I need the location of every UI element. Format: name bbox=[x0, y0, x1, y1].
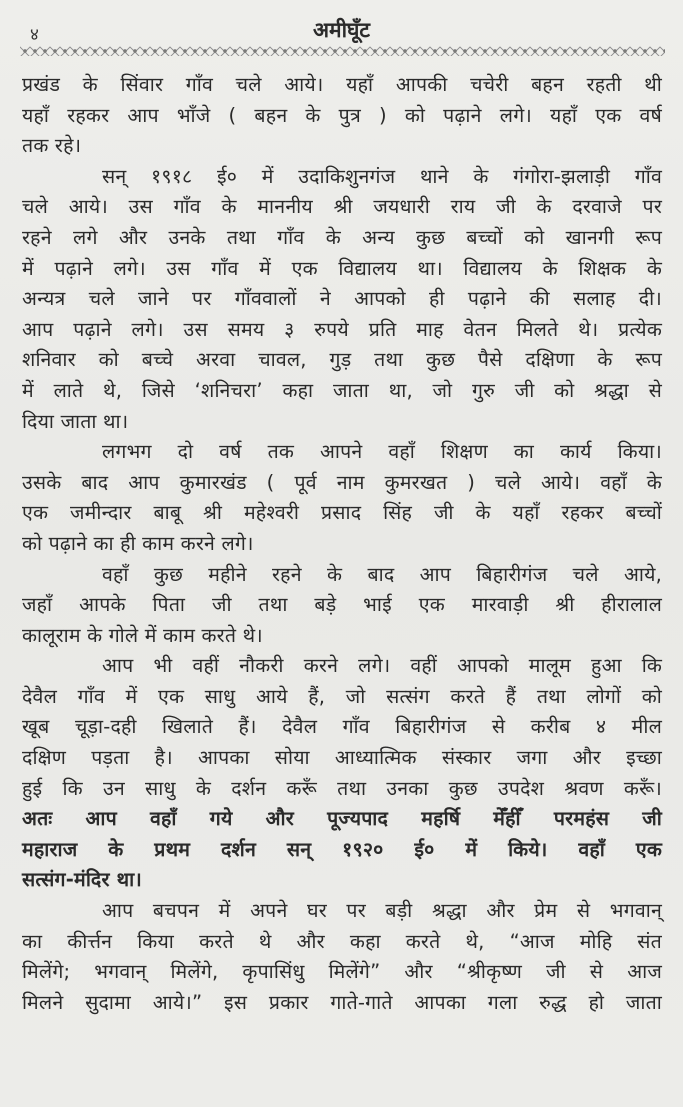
text-line: कालूराम के गोले में काम करते थे। bbox=[22, 623, 263, 647]
text-line: यहाँ रहकर आप भाँजे ( बहन के पुत्र ) को पढ़ाने लगे। यहाँ एक वर्ष bbox=[22, 103, 662, 127]
paragraph-1 bbox=[22, 70, 662, 162]
paragraph-4 bbox=[22, 560, 662, 652]
diamond-border-divider bbox=[20, 46, 665, 56]
text-line: एक जमीन्दार बाबू श्री महेश्वरी प्रसाद सिंह जी के यहाँ रहकर बच्चों bbox=[22, 501, 662, 525]
bold-text-line: सत्संग-मंदिर था। bbox=[22, 868, 142, 892]
text-line: सन् १९१८ ई० में उदाकिशुनगंज थाने के गंगोरा-झलाड़ी गाँव bbox=[102, 164, 662, 188]
page-header bbox=[0, 14, 683, 46]
paragraph-5 bbox=[22, 651, 662, 896]
text-line: आप बचपन में अपने घर पर बड़ी श्रद्धा और प्रेम से भगवान् bbox=[102, 899, 662, 923]
paragraph-2 bbox=[22, 162, 662, 437]
paragraph-3 bbox=[22, 437, 662, 559]
text-line: प्रखंड के सिंवार गाँव चले आये। यहाँ आपकी चचेरी बहन रहती थी bbox=[22, 73, 662, 96]
bold-text-line: महाराज के प्रथम दर्शन सन् १९२० ई० में किये। वहाँ एक bbox=[22, 837, 662, 861]
text-line: में लाते थे, जिसे ‘शनिचरा’ कहा जाता था, जो गुरु जी को श्रद्धा से bbox=[22, 378, 662, 402]
text-line: वहाँ कुछ महीने रहने के बाद आप बिहारीगंज चले आये, bbox=[102, 562, 662, 586]
text-line: अन्यत्र चले जाने पर गाँववालों ने आपको ही पढ़ाने की सलाह दी। bbox=[22, 287, 662, 311]
text-line: दिया जाता था। bbox=[22, 409, 129, 433]
text-line: आप पढ़ाने लगे। उस समय ३ रुपये प्रति माह वेतन मिलते थे। प्रत्येक bbox=[22, 317, 662, 341]
text-line: चले आये। उस गाँव के माननीय श्री जयधारी राय जी के दरवाजे पर bbox=[22, 195, 662, 219]
text-line: रहने लगे और उनके तथा गाँव के अन्य कुछ बच्चों को खानगी रूप bbox=[22, 225, 662, 249]
text-line: का कीर्त्तन किया करते थे और कहा करते थे, “आज मोहि संत bbox=[22, 929, 662, 953]
text-line: लगभग दो वर्ष तक आपने वहाँ शिक्षण का कार्य किया। bbox=[102, 440, 662, 464]
bold-text-line: अतः आप वहाँ गये और पूज्यपाद महर्षि मेँहीँ परमहंस जी bbox=[22, 807, 662, 831]
text-line: खूब चूड़ा-दही खिलाते हैं। देवैल गाँव बिहारीगंज से करीब ४ मील bbox=[22, 715, 662, 739]
text-line: जहाँ आपके पिता जी तथा बड़े भाई एक मारवाड़ी श्री हीरालाल bbox=[22, 593, 662, 617]
body-text bbox=[22, 70, 662, 1018]
text-line: मिलने सुदामा आये।” इस प्रकार गाते-गाते आपका गला रुद्ध हो जाता bbox=[22, 990, 662, 1014]
text-line: में पढ़ाने लगे। उस गाँव में एक विद्यालय था। विद्यालय के शिक्षक के bbox=[22, 256, 662, 280]
text-line: मिलेंगे; भगवान् मिलेंगे, कृपासिंधु मिलेंगे” और “श्रीकृष्ण जी से आज bbox=[22, 960, 662, 984]
text-line: तक रहे। bbox=[22, 134, 82, 158]
text-line: को पढ़ाने का ही काम करने लगे। bbox=[22, 531, 254, 555]
text-line: देवैल गाँव में एक साधु आये हैं, जो सत्संग करते हैं तथा लोगों को bbox=[22, 684, 662, 708]
text-line: शनिवार को बच्चे अरवा चावल, गुड़ तथा कुछ पैसे दक्षिणा के रूप bbox=[22, 348, 662, 372]
page-number: ४ bbox=[30, 25, 39, 45]
text-line: आप भी वहीं नौकरी करने लगे। वहीं आपको मालूम हुआ कि bbox=[102, 654, 662, 678]
text-line: दक्षिण पड़ता है। आपका सोया आध्यात्मिक संस्कार जगा और इच्छा bbox=[22, 746, 662, 770]
text-line: उसके बाद आप कुमारखंड ( पूर्व नाम कुमरखत ) चले आये। वहाँ के bbox=[22, 470, 662, 494]
paragraph-6 bbox=[22, 896, 662, 1018]
text-line: हुई कि उन साधु के दर्शन करूँ तथा उनका कुछ उपदेश श्रवण करूँ। bbox=[22, 776, 662, 800]
running-title: अमीघूँट bbox=[312, 18, 371, 42]
